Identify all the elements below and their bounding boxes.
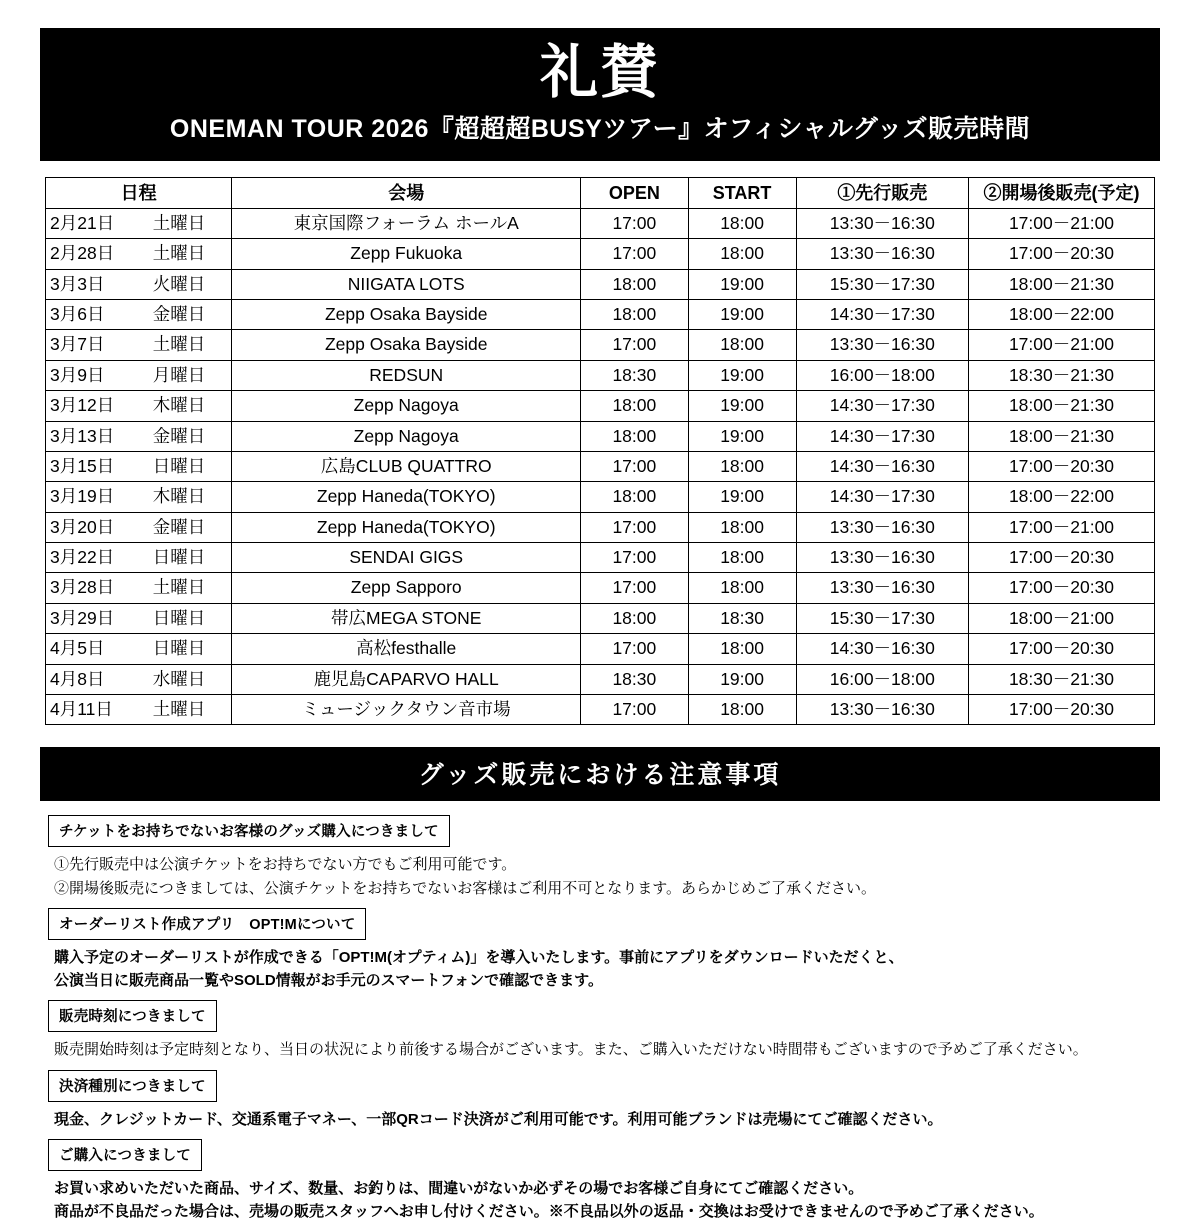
weekday-value: 日曜日 [152, 455, 206, 476]
cell-venue: ミュージックタウン音市場 [232, 694, 581, 724]
date-value: 3月9日 [50, 364, 105, 385]
cell-start: 19:00 [688, 482, 796, 512]
date-value: 3月7日 [50, 334, 105, 355]
note-body [54, 853, 1152, 900]
cell-venue: REDSUN [232, 360, 581, 390]
cell-date [46, 451, 232, 481]
cell-venue: 帯広MEGA STONE [232, 603, 581, 633]
cell-venue: 広島CLUB QUATTRO [232, 451, 581, 481]
cell-venue: Zepp Fukuoka [232, 239, 581, 269]
cell-venue: 高松festhalle [232, 634, 581, 664]
note-line: 現金、クレジットカード、交通系電子マネー、一部QRコード決済がご利用可能です。利用可能ブランドは売場にてご確認ください。 [54, 1110, 943, 1128]
table-row [46, 269, 1155, 299]
cell-start: 18:30 [688, 603, 796, 633]
cell-start: 18:00 [688, 512, 796, 542]
note-block [48, 908, 1152, 993]
cell-open: 18:00 [581, 482, 688, 512]
weekday-value: 土曜日 [152, 698, 206, 719]
note-heading: 販売時刻につきまして [48, 1000, 217, 1032]
weekday-value: 土曜日 [152, 334, 206, 355]
cell-open: 18:00 [581, 269, 688, 299]
cell-presale: 13:30－16:30 [796, 239, 968, 269]
cell-postsale: 18:00－22:00 [969, 300, 1155, 330]
cell-open: 18:00 [581, 421, 688, 451]
cell-postsale: 18:00－21:30 [969, 391, 1155, 421]
cell-start: 18:00 [688, 634, 796, 664]
table-row [46, 573, 1155, 603]
cell-postsale: 17:00－20:30 [969, 543, 1155, 573]
table-row [46, 330, 1155, 360]
column-header-date: 日程 [46, 177, 232, 208]
cell-venue: 鹿児島CAPARVO HALL [232, 664, 581, 694]
cell-open: 18:30 [581, 664, 688, 694]
cell-postsale: 18:00－21:30 [969, 421, 1155, 451]
column-header-start: START [688, 177, 796, 208]
note-block [48, 1000, 1152, 1061]
cell-presale: 14:30－17:30 [796, 421, 968, 451]
weekday-value: 火曜日 [152, 273, 206, 294]
weekday-value: 水曜日 [152, 668, 206, 689]
cell-open: 17:00 [581, 573, 688, 603]
cell-date [46, 664, 232, 694]
note-line: お買い求めいただいた商品、サイズ、数量、お釣りは、間違いがないか必ずその場でお客様ご自身にてご確認ください。 [54, 1179, 864, 1197]
note-body [54, 1177, 1152, 1224]
note-body [54, 946, 1152, 993]
cell-venue: Zepp Nagoya [232, 391, 581, 421]
column-header-postsale: ②開場後販売(予定) [969, 177, 1155, 208]
cell-postsale: 17:00－21:00 [969, 512, 1155, 542]
weekday-value: 木曜日 [152, 395, 206, 416]
date-value: 3月28日 [50, 577, 115, 598]
weekday-value: 日曜日 [152, 638, 206, 659]
cell-presale: 13:30－16:30 [796, 543, 968, 573]
notes-banner: グッズ販売における注意事項 [40, 747, 1160, 801]
cell-date [46, 543, 232, 573]
cell-date [46, 694, 232, 724]
cell-date [46, 421, 232, 451]
page-title: ONEMAN TOUR 2026『超超超BUSYツアー』オフィシャルグッズ販売時間 [169, 114, 1031, 143]
cell-start: 18:00 [688, 543, 796, 573]
table-row [46, 664, 1155, 694]
cell-start: 19:00 [688, 391, 796, 421]
note-heading: チケットをお持ちでないお客様のグッズ購入につきまして [48, 815, 450, 847]
date-value: 3月13日 [50, 425, 115, 446]
cell-presale: 14:30－16:30 [796, 451, 968, 481]
note-line: 購入予定のオーダーリストが作成できる「OPT!M(オプティム)」を導入いたします。事前にアプリをダウンロードいただくと、 [54, 948, 904, 966]
table-row [46, 634, 1155, 664]
cell-open: 17:00 [581, 239, 688, 269]
poster-header [40, 28, 1160, 161]
note-line: 商品が不良品だった場合は、売場の販売スタッフへお申し付けください。※不良品以外の返品・交換はお受けできませんので予めご了承ください。 [54, 1203, 1044, 1221]
schedule-table-wrap [45, 177, 1155, 725]
column-header-open: OPEN [581, 177, 688, 208]
cell-date [46, 573, 232, 603]
cell-date [46, 239, 232, 269]
cell-venue: Zepp Osaka Bayside [232, 330, 581, 360]
cell-date [46, 330, 232, 360]
weekday-value: 土曜日 [152, 212, 206, 233]
cell-postsale: 17:00－21:00 [969, 330, 1155, 360]
cell-postsale: 17:00－20:30 [969, 239, 1155, 269]
weekday-value: 金曜日 [152, 304, 206, 325]
date-value: 3月6日 [50, 304, 105, 325]
cell-postsale: 18:30－21:30 [969, 664, 1155, 694]
cell-start: 18:00 [688, 451, 796, 481]
cell-venue: Zepp Nagoya [232, 421, 581, 451]
cell-presale: 14:30－16:30 [796, 634, 968, 664]
cell-open: 17:00 [581, 543, 688, 573]
cell-date [46, 603, 232, 633]
cell-open: 17:00 [581, 330, 688, 360]
cell-presale: 13:30－16:30 [796, 330, 968, 360]
cell-venue: SENDAI GIGS [232, 543, 581, 573]
cell-presale: 14:30－17:30 [796, 391, 968, 421]
cell-open: 17:00 [581, 208, 688, 238]
column-header-venue: 会場 [232, 177, 581, 208]
cell-presale: 16:00－18:00 [796, 360, 968, 390]
date-value: 3月22日 [50, 547, 115, 568]
cell-date [46, 391, 232, 421]
cell-date [46, 634, 232, 664]
note-heading: 決済種別につきまして [48, 1070, 217, 1102]
note-block [48, 815, 1152, 900]
weekday-value: 金曜日 [152, 516, 206, 537]
note-block [48, 1070, 1152, 1131]
cell-presale: 16:00－18:00 [796, 664, 968, 694]
cell-start: 19:00 [688, 421, 796, 451]
cell-postsale: 17:00－20:30 [969, 634, 1155, 664]
cell-venue: 東京国際フォーラム ホールA [232, 208, 581, 238]
note-heading: ご購入につきまして [48, 1139, 202, 1171]
table-row [46, 208, 1155, 238]
date-value: 2月21日 [50, 212, 115, 233]
weekday-value: 土曜日 [152, 243, 206, 264]
cell-presale: 13:30－16:30 [796, 573, 968, 603]
cell-presale: 13:30－16:30 [796, 208, 968, 238]
date-value: 3月12日 [50, 395, 115, 416]
cell-date [46, 512, 232, 542]
weekday-value: 月曜日 [152, 364, 206, 385]
cell-open: 17:00 [581, 694, 688, 724]
cell-date [46, 300, 232, 330]
table-row [46, 360, 1155, 390]
artist-logo: 礼賛 [539, 38, 660, 106]
weekday-value: 木曜日 [152, 486, 206, 507]
cell-postsale: 18:00－21:30 [969, 269, 1155, 299]
cell-venue: Zepp Osaka Bayside [232, 300, 581, 330]
table-row [46, 391, 1155, 421]
cell-open: 18:00 [581, 300, 688, 330]
date-value: 4月11日 [50, 698, 113, 719]
table-row [46, 512, 1155, 542]
note-body [54, 1108, 1152, 1131]
weekday-value: 日曜日 [152, 607, 206, 628]
cell-open: 17:00 [581, 451, 688, 481]
table-header-row [46, 177, 1155, 208]
cell-venue: Zepp Haneda(TOKYO) [232, 482, 581, 512]
cell-venue: NIIGATA LOTS [232, 269, 581, 299]
table-row [46, 543, 1155, 573]
cell-date [46, 482, 232, 512]
cell-date [46, 208, 232, 238]
note-body [54, 1038, 1152, 1061]
cell-presale: 13:30－16:30 [796, 512, 968, 542]
notes-section [48, 815, 1152, 1223]
column-header-presale: ①先行販売 [796, 177, 968, 208]
cell-postsale: 18:00－21:00 [969, 603, 1155, 633]
table-row [46, 603, 1155, 633]
cell-presale: 15:30－17:30 [796, 269, 968, 299]
cell-postsale: 17:00－20:30 [969, 451, 1155, 481]
cell-start: 18:00 [688, 239, 796, 269]
cell-start: 19:00 [688, 664, 796, 694]
cell-presale: 13:30－16:30 [796, 694, 968, 724]
cell-date [46, 269, 232, 299]
cell-venue: Zepp Sapporo [232, 573, 581, 603]
cell-postsale: 17:00－21:00 [969, 208, 1155, 238]
cell-postsale: 17:00－20:30 [969, 694, 1155, 724]
cell-start: 18:00 [688, 694, 796, 724]
date-value: 3月29日 [50, 607, 115, 628]
cell-postsale: 18:30－21:30 [969, 360, 1155, 390]
cell-presale: 15:30－17:30 [796, 603, 968, 633]
cell-start: 19:00 [688, 360, 796, 390]
cell-presale: 14:30－17:30 [796, 300, 968, 330]
weekday-value: 金曜日 [152, 425, 206, 446]
table-row [46, 694, 1155, 724]
cell-open: 18:30 [581, 360, 688, 390]
cell-start: 19:00 [688, 300, 796, 330]
cell-postsale: 17:00－20:30 [969, 573, 1155, 603]
cell-open: 18:00 [581, 603, 688, 633]
cell-postsale: 18:00－22:00 [969, 482, 1155, 512]
note-heading: オーダーリスト作成アプリ OPT!Mについて [48, 908, 366, 940]
date-value: 3月19日 [50, 486, 115, 507]
weekday-value: 土曜日 [152, 577, 206, 598]
cell-start: 19:00 [688, 269, 796, 299]
cell-open: 17:00 [581, 512, 688, 542]
cell-open: 18:00 [581, 391, 688, 421]
date-value: 4月8日 [50, 668, 105, 689]
table-row [46, 239, 1155, 269]
date-value: 3月3日 [50, 273, 105, 294]
note-line: 公演当日に販売商品一覧やSOLD情報がお手元のスマートフォンで確認できます。 [54, 972, 603, 990]
cell-date [46, 360, 232, 390]
table-row [46, 482, 1155, 512]
date-value: 3月20日 [50, 516, 115, 537]
note-line: 販売開始時刻は予定時刻となり、当日の状況により前後する場合がございます。また、ご購入いただけない時間帯もございますので予めご了承ください。 [54, 1041, 1088, 1059]
cell-presale: 14:30－17:30 [796, 482, 968, 512]
note-line: ①先行販売中は公演チケットをお持ちでない方でもご利用可能です。 [54, 856, 517, 874]
cell-start: 18:00 [688, 208, 796, 238]
date-value: 2月28日 [50, 243, 115, 264]
note-line: ②開場後販売につきましては、公演チケットをお持ちでないお客様はご利用不可となります。あらかじめご了承ください。 [54, 879, 877, 897]
date-value: 3月15日 [50, 455, 115, 476]
cell-start: 18:00 [688, 330, 796, 360]
weekday-value: 日曜日 [152, 547, 206, 568]
date-value: 4月5日 [50, 638, 105, 659]
schedule-table [45, 177, 1155, 725]
table-row [46, 300, 1155, 330]
table-row [46, 421, 1155, 451]
table-row [46, 451, 1155, 481]
cell-start: 18:00 [688, 573, 796, 603]
cell-venue: Zepp Haneda(TOKYO) [232, 512, 581, 542]
note-block [48, 1139, 1152, 1224]
goods-sale-schedule-poster [0, 28, 1200, 1228]
cell-open: 17:00 [581, 634, 688, 664]
